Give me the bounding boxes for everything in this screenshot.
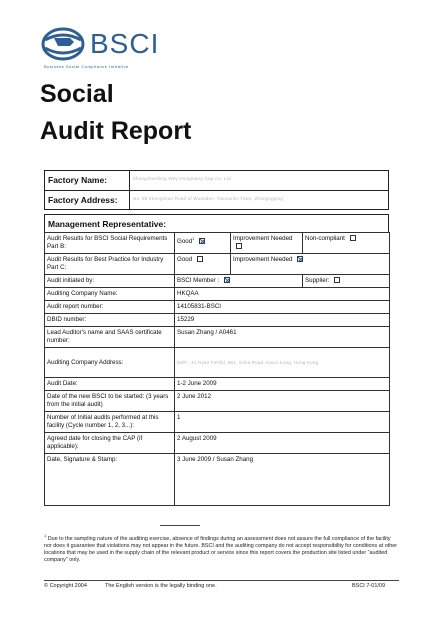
- field-value: 1-2 June 2009: [175, 378, 390, 391]
- field-value: HKQAA: [175, 288, 390, 301]
- logo-subtitle: Business Social Compliance Initiative: [44, 64, 129, 69]
- table-row: [45, 378, 390, 391]
- initiated-supplier-label: Supplier:: [305, 277, 330, 284]
- footnote-text: Due to the sampling nature of the auditing exercise, absence of findings during an assessment does not assure the full compliance of the facility nor does it guarantee that violations may not appear in the future. BSCI and the auditing company do not accept responsibility for conditions at other locations that may be used in the supply chain of the relevant product or service since this report covers the production site listed under "audited company" only.: [44, 535, 398, 563]
- table-row: [45, 288, 390, 301]
- field-value: 3 June 2009 / Susan Zhang: [175, 454, 390, 506]
- field-value: 2 August 2009: [175, 433, 390, 454]
- field-label: Audit Date:: [45, 378, 175, 391]
- table-row: [45, 254, 390, 275]
- table-row: [45, 275, 390, 288]
- part-b-improvement-checkbox[interactable]: [236, 243, 242, 249]
- part-c-good-checkbox[interactable]: [197, 256, 203, 262]
- audit-info-table: [44, 232, 390, 506]
- part-b-improvement-cell: [231, 233, 303, 254]
- report-title-line1: Social: [40, 80, 114, 108]
- part-c-good-cell: [175, 254, 231, 275]
- factory-col-divider: [129, 171, 130, 209]
- table-row: [45, 348, 390, 378]
- field-label: Date of the new BSCI to be started: (3 years from the initial audit): [45, 391, 175, 412]
- part-b-noncompliant-label: Non-compliant: [305, 235, 345, 242]
- initiated-label: Audit initiated by:: [45, 275, 175, 288]
- factory-name-label: Factory Name:: [48, 175, 108, 185]
- initiated-supplier-checkbox[interactable]: [334, 277, 340, 283]
- table-row: [45, 433, 390, 454]
- initiated-supplier-cell: [303, 275, 390, 288]
- table-row: [45, 314, 390, 327]
- initiated-member-label: BSCI Member :: [177, 277, 220, 284]
- management-box: [44, 214, 389, 232]
- initiated-member-cell: [175, 275, 303, 288]
- part-b-noncompliant-cell: [303, 233, 390, 254]
- factory-divider: [45, 190, 388, 191]
- part-b-label: Audit Results for BSCI Social Requirements Part B:: [45, 233, 175, 254]
- field-value: B8/F., 41 Ryan Fortful, 881, Golia Road, Kwun Kong, Hong Kong: [177, 359, 319, 365]
- management-label: Management Representative:: [48, 219, 167, 229]
- footnote-ref: 1: [192, 236, 195, 241]
- globe-hand-icon: [40, 26, 86, 62]
- field-label: Lead Auditor's name and SAAS certificate number:: [45, 327, 175, 348]
- part-b-noncompliant-checkbox[interactable]: [350, 235, 356, 241]
- part-b-good-cell: [175, 233, 231, 254]
- logo-text: BSCI: [90, 28, 160, 59]
- footnote: [44, 532, 399, 564]
- table-row: [45, 233, 390, 254]
- field-value: 14105831-BSCI: [175, 301, 390, 314]
- part-b-improvement-label: Improvement Needed: [233, 235, 293, 242]
- field-label: Number of Initial audits performed at this facility (Cycle number 1, 2, 3...):: [45, 412, 175, 433]
- footnote-marker: 1: [44, 533, 47, 538]
- table-row: [45, 391, 390, 412]
- factory-name-value: Zhongshanfeng Wey Hongmang Gap Co. Ltd: [133, 176, 231, 181]
- field-value: Susan Zhang / A0461: [175, 327, 390, 348]
- field-label: Auditing Company Name:: [45, 288, 175, 301]
- field-value: 15229: [175, 314, 390, 327]
- field-value-cell: [175, 348, 390, 378]
- table-row: [45, 454, 390, 506]
- factory-box: [44, 170, 389, 210]
- field-value: 2 June 2012: [175, 391, 390, 412]
- part-c-label: Audit Results for Best Practice for Industry Part C:: [45, 254, 175, 275]
- part-c-improvement-label: Improvement Needed: [233, 256, 293, 263]
- part-b-good-label: Good: [177, 238, 193, 246]
- footer-divider: [44, 580, 399, 581]
- factory-address-label: Factory Address:: [48, 195, 118, 205]
- field-label: Agreed date for closing the CAP (if applicable):: [45, 433, 175, 454]
- initiated-member-checkbox[interactable]: [224, 277, 230, 283]
- table-row: [45, 412, 390, 433]
- field-label: Date, Signature & Stamp:: [45, 454, 175, 506]
- footer-code: BSCI 7-01/09: [352, 583, 386, 589]
- field-label: Audit report number:: [45, 301, 175, 314]
- part-b-good-checkbox[interactable]: [199, 238, 205, 244]
- table-row: [45, 327, 390, 348]
- part-c-good-label: Good: [177, 256, 193, 263]
- factory-address-value: No. 88 Zhongshan Road of Wuaoden, Tianxanlin Town, Zhongngqing: [133, 196, 284, 201]
- footer-copyright: © Copyright 2004: [44, 583, 87, 589]
- footnote-divider: [160, 525, 200, 526]
- part-c-improvement-cell: [231, 254, 390, 275]
- footer-binding-note: The English version is the legally binding one.: [105, 583, 217, 589]
- part-c-improvement-checkbox[interactable]: [297, 256, 303, 262]
- table-row: [45, 301, 390, 314]
- report-title-line2: Audit Report: [40, 117, 192, 145]
- field-value: 1: [175, 412, 390, 433]
- field-label: Auditing Company Address:: [45, 348, 175, 378]
- bsci-logo: [40, 22, 190, 74]
- field-label: DBID number:: [45, 314, 175, 327]
